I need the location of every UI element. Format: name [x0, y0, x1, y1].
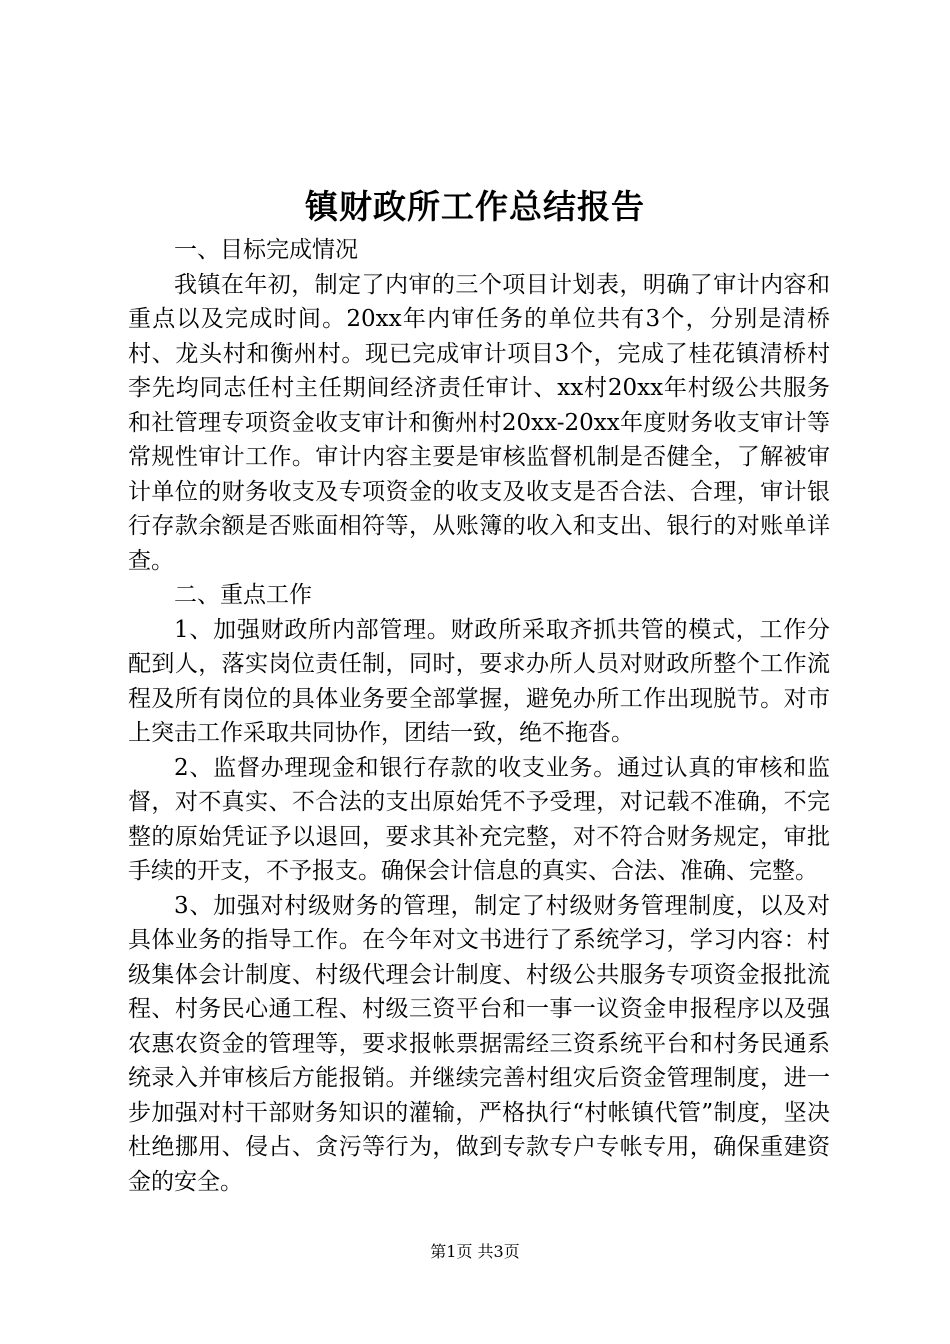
section-heading-goals: 一、目标完成情况 — [174, 237, 358, 263]
document-body — [128, 233, 830, 1199]
paragraph-key-work-1: 1、加强财政所内部管理。财政所采取齐抓共管的模式，工作分配到人，落实岗位责任制，同时，要求办所人员对财政所整个工作流程及所有岗位的具体业务要全部掌握，避免办所工作出现脱节。对市上突击工作采取共同协作，团结一致，绝不拖沓。 — [128, 616, 830, 746]
page-number-footer: 第1页 共3页 — [430, 1242, 520, 1261]
section-heading-key-work: 二、重点工作 — [174, 582, 312, 608]
paragraph-key-work-3: 3、加强对村级财务的管理，制定了村级财务管理制度，以及对具体业务的指导工作。在今年对文书进行了系统学习，学习内容：村级集体会计制度、村级代理会计制度、村级公共服务专项资金报批流程、村务民心通工程、村级三资平台和一事一议资金申报程序以及强农惠农资金的管理等，要求报帐票据需经三资系统平台和村务民通系统录入并审核后方能报销。并继续完善村组灾后资金管理制度，进一步加强对村干部财务知识的灌输，严格执行“村帐镇代管”制度，坚决杜绝挪用、侵占、贪污等行为，做到专款专户专帐专用，确保重建资金的安全。 — [128, 892, 830, 1195]
paragraph-goals: 我镇在年初，制定了内审的三个项目计划表，明确了审计内容和重点以及完成时间。20xx年内审任务的单位共有3个，分别是清桥村、龙头村和衡州村。现已完成审计项目3个，完成了桂花镇清桥村李先均同志任村主任期间经济责任审计、xx村20xx年村级公共服务和社管理专项资金收支审计和衡州村20xx-20xx年度财务收支审计等常规性审计工作。审计内容主要是审核监督机制是否健全，了解被审计单位的财务收支及专项资金的收支及收支是否合法、合理，审计银行存款余额是否账面相符等，从账簿的收入和支出、银行的对账单详查。 — [128, 271, 830, 574]
paragraph-key-work-2: 2、监督办理现金和银行存款的收支业务。通过认真的审核和监督，对不真实、不合法的支出原始凭不予受理，对记载不准确，不完整的原始凭证予以退回，要求其补充完整，对不符合财务规定，审批手续的开支，不予报支。确保会计信息的真实、合法、准确、完整。 — [128, 754, 830, 884]
document-title: 镇财政所工作总结报告 — [305, 187, 645, 226]
